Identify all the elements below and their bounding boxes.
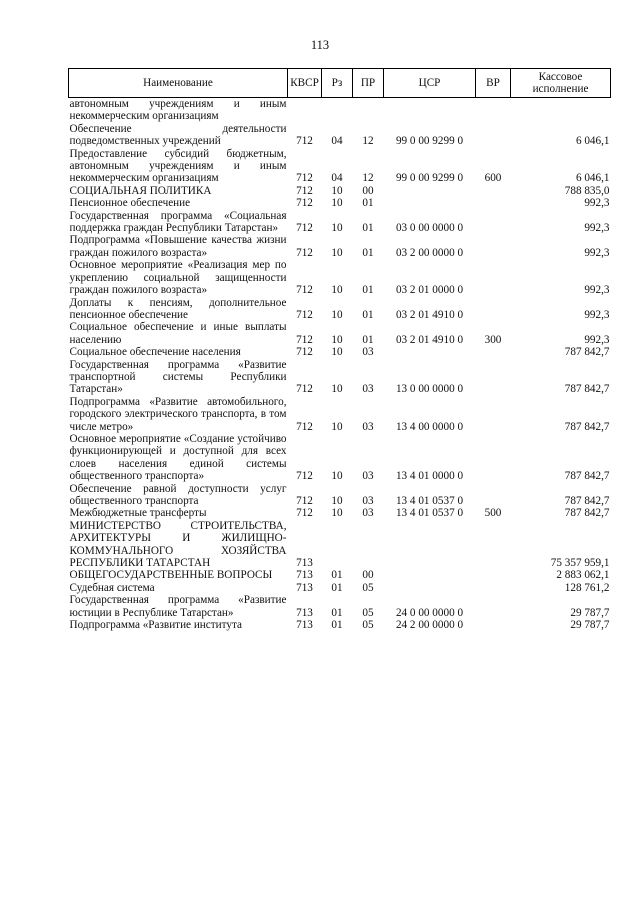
- cell-csr: 13 4 01 0537 0: [395, 495, 464, 507]
- cell-name: СОЦИАЛЬНАЯ ПОЛИТИКА: [69, 184, 212, 197]
- cell-rz: 10: [331, 246, 343, 259]
- table-row: [69, 520, 611, 570]
- cell-kvsr: 712: [296, 383, 313, 396]
- cell-kvsr: 713: [296, 619, 313, 632]
- cell-csr: 13 0 00 0000 0: [395, 383, 464, 396]
- header-pr: ПР: [353, 69, 384, 98]
- cell-name: ОБЩЕГОСУДАРСТВЕННЫЕ ВОПРОСЫ: [69, 569, 273, 582]
- cell-vr: 300: [484, 333, 502, 346]
- table-row: [69, 259, 611, 296]
- cell-csr: 13 4 01 0537 0: [395, 507, 464, 520]
- cell-vr: [476, 569, 511, 581]
- cell-name: Подпрограмма «Развитие института: [69, 619, 242, 632]
- cell-csr: [384, 98, 476, 123]
- cell-pr: 03: [362, 507, 374, 520]
- cell-pr: 03: [362, 470, 374, 483]
- header-vr: ВР: [476, 69, 511, 98]
- header-kvsr: КВСР: [288, 69, 322, 98]
- cell-name: Государственная программа «Развитие юстиции в Республике Татарстан»: [69, 594, 287, 619]
- cell-pr: 01: [362, 246, 374, 259]
- cell-name: Обеспечение равной доступности услуг общественного транспорта: [69, 482, 287, 507]
- cell-rz: [322, 98, 353, 123]
- cell-name: Государственная программа «Развитие транспортной системы Республики Татарстан»: [69, 358, 287, 396]
- cell-vr: [476, 210, 511, 235]
- cell-pr: 01: [362, 284, 374, 297]
- table-row: [69, 569, 611, 581]
- cell-rz: 10: [331, 507, 343, 520]
- cell-pr: 00: [362, 569, 374, 582]
- cell-rz: 10: [331, 222, 343, 235]
- cell-csr: 03 2 00 0000 0: [395, 246, 464, 259]
- table-row: [69, 234, 611, 259]
- table-row: [69, 123, 611, 148]
- cell-vr: [476, 396, 511, 433]
- table-row: [69, 507, 611, 519]
- cell-kvsr: 712: [296, 222, 313, 235]
- header-csr: ЦСР: [384, 69, 476, 98]
- header-amount: Кассовое исполнение: [511, 69, 611, 98]
- cell-vr: [476, 98, 511, 123]
- table-row: [69, 594, 611, 619]
- cell-vr: [476, 359, 511, 396]
- cell-name: Социальное обеспечение и иные выплаты населению: [69, 321, 287, 346]
- cell-rz: 10: [331, 495, 343, 507]
- cell-pr: 03: [362, 383, 374, 396]
- cell-kvsr: 712: [296, 246, 313, 259]
- cell-vr: 500: [484, 507, 502, 520]
- cell-rz: 10: [331, 383, 343, 396]
- cell-rz: 10: [331, 284, 343, 297]
- table-row: [69, 433, 611, 483]
- cell-name: Пенсионное обеспечение: [69, 197, 191, 210]
- cell-pr: 05: [362, 619, 374, 632]
- cell-pr: 03: [362, 495, 374, 507]
- cell-name: Основное мероприятие «Создание устойчиво функционирующей и доступной для всех слоев населения единой системы общественного транспорта»: [69, 432, 287, 483]
- cell-amount: 787 842,7: [564, 383, 610, 396]
- cell-rz: 10: [331, 333, 343, 346]
- table-header-row: [69, 69, 611, 98]
- cell-kvsr: 712: [296, 135, 313, 148]
- cell-vr: [476, 123, 511, 148]
- cell-rz: 01: [331, 581, 343, 594]
- cell-name: автономным учреждениям и иным некоммерческим организациям: [69, 98, 287, 123]
- cell-name: Подпрограмма «Развитие автомобильного, городского электрического транспорта, в том числе метро»: [69, 395, 287, 433]
- table-row: [69, 185, 611, 197]
- cell-kvsr: 712: [296, 420, 313, 433]
- cell-kvsr: 712: [296, 470, 313, 483]
- cell-vr: 600: [484, 172, 502, 185]
- cell-amount: 787 842,7: [564, 420, 610, 433]
- cell-kvsr: 713: [296, 557, 313, 570]
- cell-csr: [384, 185, 476, 197]
- cell-csr: 03 2 01 4910 0: [395, 333, 464, 346]
- cell-rz: [322, 520, 353, 570]
- cell-pr: 12: [362, 135, 374, 148]
- cell-pr: 05: [362, 581, 374, 594]
- cell-pr: 03: [362, 346, 374, 359]
- cell-kvsr: 712: [296, 184, 313, 197]
- cell-amount: [511, 98, 611, 123]
- table-row: [69, 297, 611, 322]
- cell-vr: [476, 433, 511, 483]
- table-row: [69, 98, 611, 123]
- cell-pr: [353, 520, 384, 570]
- table-row: [69, 210, 611, 235]
- cell-kvsr: 712: [296, 308, 313, 321]
- cell-csr: 24 2 00 0000 0: [395, 619, 464, 632]
- cell-vr: [476, 582, 511, 594]
- table-row: [69, 359, 611, 396]
- cell-vr: [476, 259, 511, 296]
- cell-amount: 75 357 959,1: [550, 557, 610, 570]
- cell-amount: 992,3: [584, 197, 610, 210]
- cell-vr: [476, 185, 511, 197]
- cell-vr: [476, 520, 511, 570]
- cell-amount: 787 842,7: [564, 495, 610, 507]
- cell-vr: [476, 346, 511, 358]
- budget-table: [68, 68, 611, 631]
- table-row: [69, 148, 611, 185]
- cell-name: Обеспечение деятельности подведомственных учреждений: [69, 122, 287, 148]
- cell-name: Основное мероприятие «Реализация мер по укреплению социальной защищенности граждан пожилого возраста»: [69, 259, 287, 297]
- cell-amount: 6 046,1: [575, 135, 610, 148]
- cell-csr: 99 0 00 9299 0: [395, 172, 464, 185]
- cell-amount: 992,3: [584, 308, 610, 321]
- cell-rz: 10: [331, 308, 343, 321]
- table-row: [69, 321, 611, 346]
- cell-kvsr: [288, 98, 322, 123]
- cell-vr: [476, 197, 511, 209]
- cell-csr: 03 2 01 0000 0: [395, 284, 464, 297]
- page-number: 113: [310, 38, 330, 52]
- cell-amount: 2 883 062,1: [556, 569, 610, 582]
- table-row: [69, 396, 611, 433]
- header-rz: Рз: [322, 69, 353, 98]
- cell-rz: 01: [331, 606, 343, 619]
- cell-rz: 01: [331, 619, 343, 632]
- cell-rz: 04: [331, 135, 343, 148]
- cell-amount: 788 835,0: [564, 184, 610, 197]
- cell-name: МИНИСТЕРСТВО СТРОИТЕЛЬСТВА, АРХИТЕКТУРЫ И ЖИЛИЩНО-КОММУНАЛЬНОГО ХОЗЯЙСТВА РЕСПУБЛИКИ ТАТАРСТАН: [69, 519, 287, 570]
- cell-pr: 01: [362, 222, 374, 235]
- cell-vr: [476, 594, 511, 619]
- cell-amount: 992,3: [584, 333, 610, 346]
- cell-pr: 03: [362, 420, 374, 433]
- cell-name: Межбюджетные трансферты: [69, 507, 207, 520]
- cell-amount: 29 787,7: [570, 619, 610, 632]
- cell-rz: 10: [331, 420, 343, 433]
- header-name: Наименование: [69, 69, 288, 98]
- cell-name: Подпрограмма «Повышение качества жизни граждан пожилого возраста»: [69, 234, 287, 259]
- cell-rz: 10: [331, 346, 343, 359]
- cell-vr: [476, 619, 511, 631]
- cell-amount: 992,3: [584, 284, 610, 297]
- cell-csr: 24 0 00 0000 0: [395, 606, 464, 619]
- cell-kvsr: 712: [296, 333, 313, 346]
- cell-csr: 99 0 00 9299 0: [395, 135, 464, 148]
- cell-rz: 04: [331, 172, 343, 185]
- cell-amount: 787 842,7: [564, 346, 610, 359]
- cell-kvsr: 712: [296, 172, 313, 185]
- cell-kvsr: 712: [296, 346, 313, 359]
- cell-amount: 992,3: [584, 222, 610, 235]
- table-row: [69, 346, 611, 358]
- cell-kvsr: 713: [296, 606, 313, 619]
- cell-amount: 6 046,1: [575, 172, 610, 185]
- cell-pr: [353, 98, 384, 123]
- cell-amount: 992,3: [584, 246, 610, 259]
- cell-pr: 01: [362, 308, 374, 321]
- cell-csr: 03 2 01 4910 0: [395, 308, 464, 321]
- cell-csr: [384, 520, 476, 570]
- cell-rz: 01: [331, 569, 343, 582]
- cell-name: Судебная система: [69, 581, 155, 594]
- cell-amount: 29 787,7: [570, 606, 610, 619]
- cell-pr: 01: [362, 333, 374, 346]
- cell-rz: 10: [331, 197, 343, 210]
- cell-csr: [384, 197, 476, 209]
- cell-rz: 10: [331, 470, 343, 483]
- cell-csr: 03 0 00 0000 0: [395, 222, 464, 235]
- cell-vr: [476, 483, 511, 508]
- cell-vr: [476, 234, 511, 259]
- cell-kvsr: 712: [296, 197, 313, 210]
- table-row: [69, 483, 611, 508]
- cell-pr: 00: [362, 184, 374, 197]
- cell-csr: 13 4 01 0000 0: [395, 470, 464, 483]
- cell-name: Социальное обеспечение населения: [69, 346, 241, 359]
- cell-csr: [384, 569, 476, 581]
- cell-csr: [384, 346, 476, 358]
- cell-amount: 787 842,7: [564, 470, 610, 483]
- cell-csr: 13 4 00 0000 0: [395, 420, 464, 433]
- cell-vr: [476, 297, 511, 322]
- cell-amount: 787 842,7: [564, 507, 610, 520]
- cell-pr: 01: [362, 197, 374, 210]
- table-row: [69, 582, 611, 594]
- cell-name: Предоставление субсидий бюджетным, автономным учреждениям и иным некоммерческим организациям: [69, 147, 287, 185]
- cell-csr: [384, 582, 476, 594]
- cell-kvsr: 712: [296, 495, 313, 507]
- cell-kvsr: 713: [296, 581, 313, 594]
- cell-kvsr: 712: [296, 284, 313, 297]
- cell-pr: 05: [362, 606, 374, 619]
- cell-name: Государственная программа «Социальная поддержка граждан Республики Татарстан»: [69, 209, 287, 235]
- cell-pr: 12: [362, 172, 374, 185]
- cell-rz: 10: [331, 184, 343, 197]
- cell-amount: 128 761,2: [564, 581, 610, 594]
- cell-kvsr: 712: [296, 507, 313, 520]
- table-row: [69, 197, 611, 209]
- cell-name: Доплаты к пенсиям, дополнительное пенсионное обеспечение: [69, 296, 287, 321]
- cell-kvsr: 713: [296, 569, 313, 582]
- table-row: [69, 619, 611, 631]
